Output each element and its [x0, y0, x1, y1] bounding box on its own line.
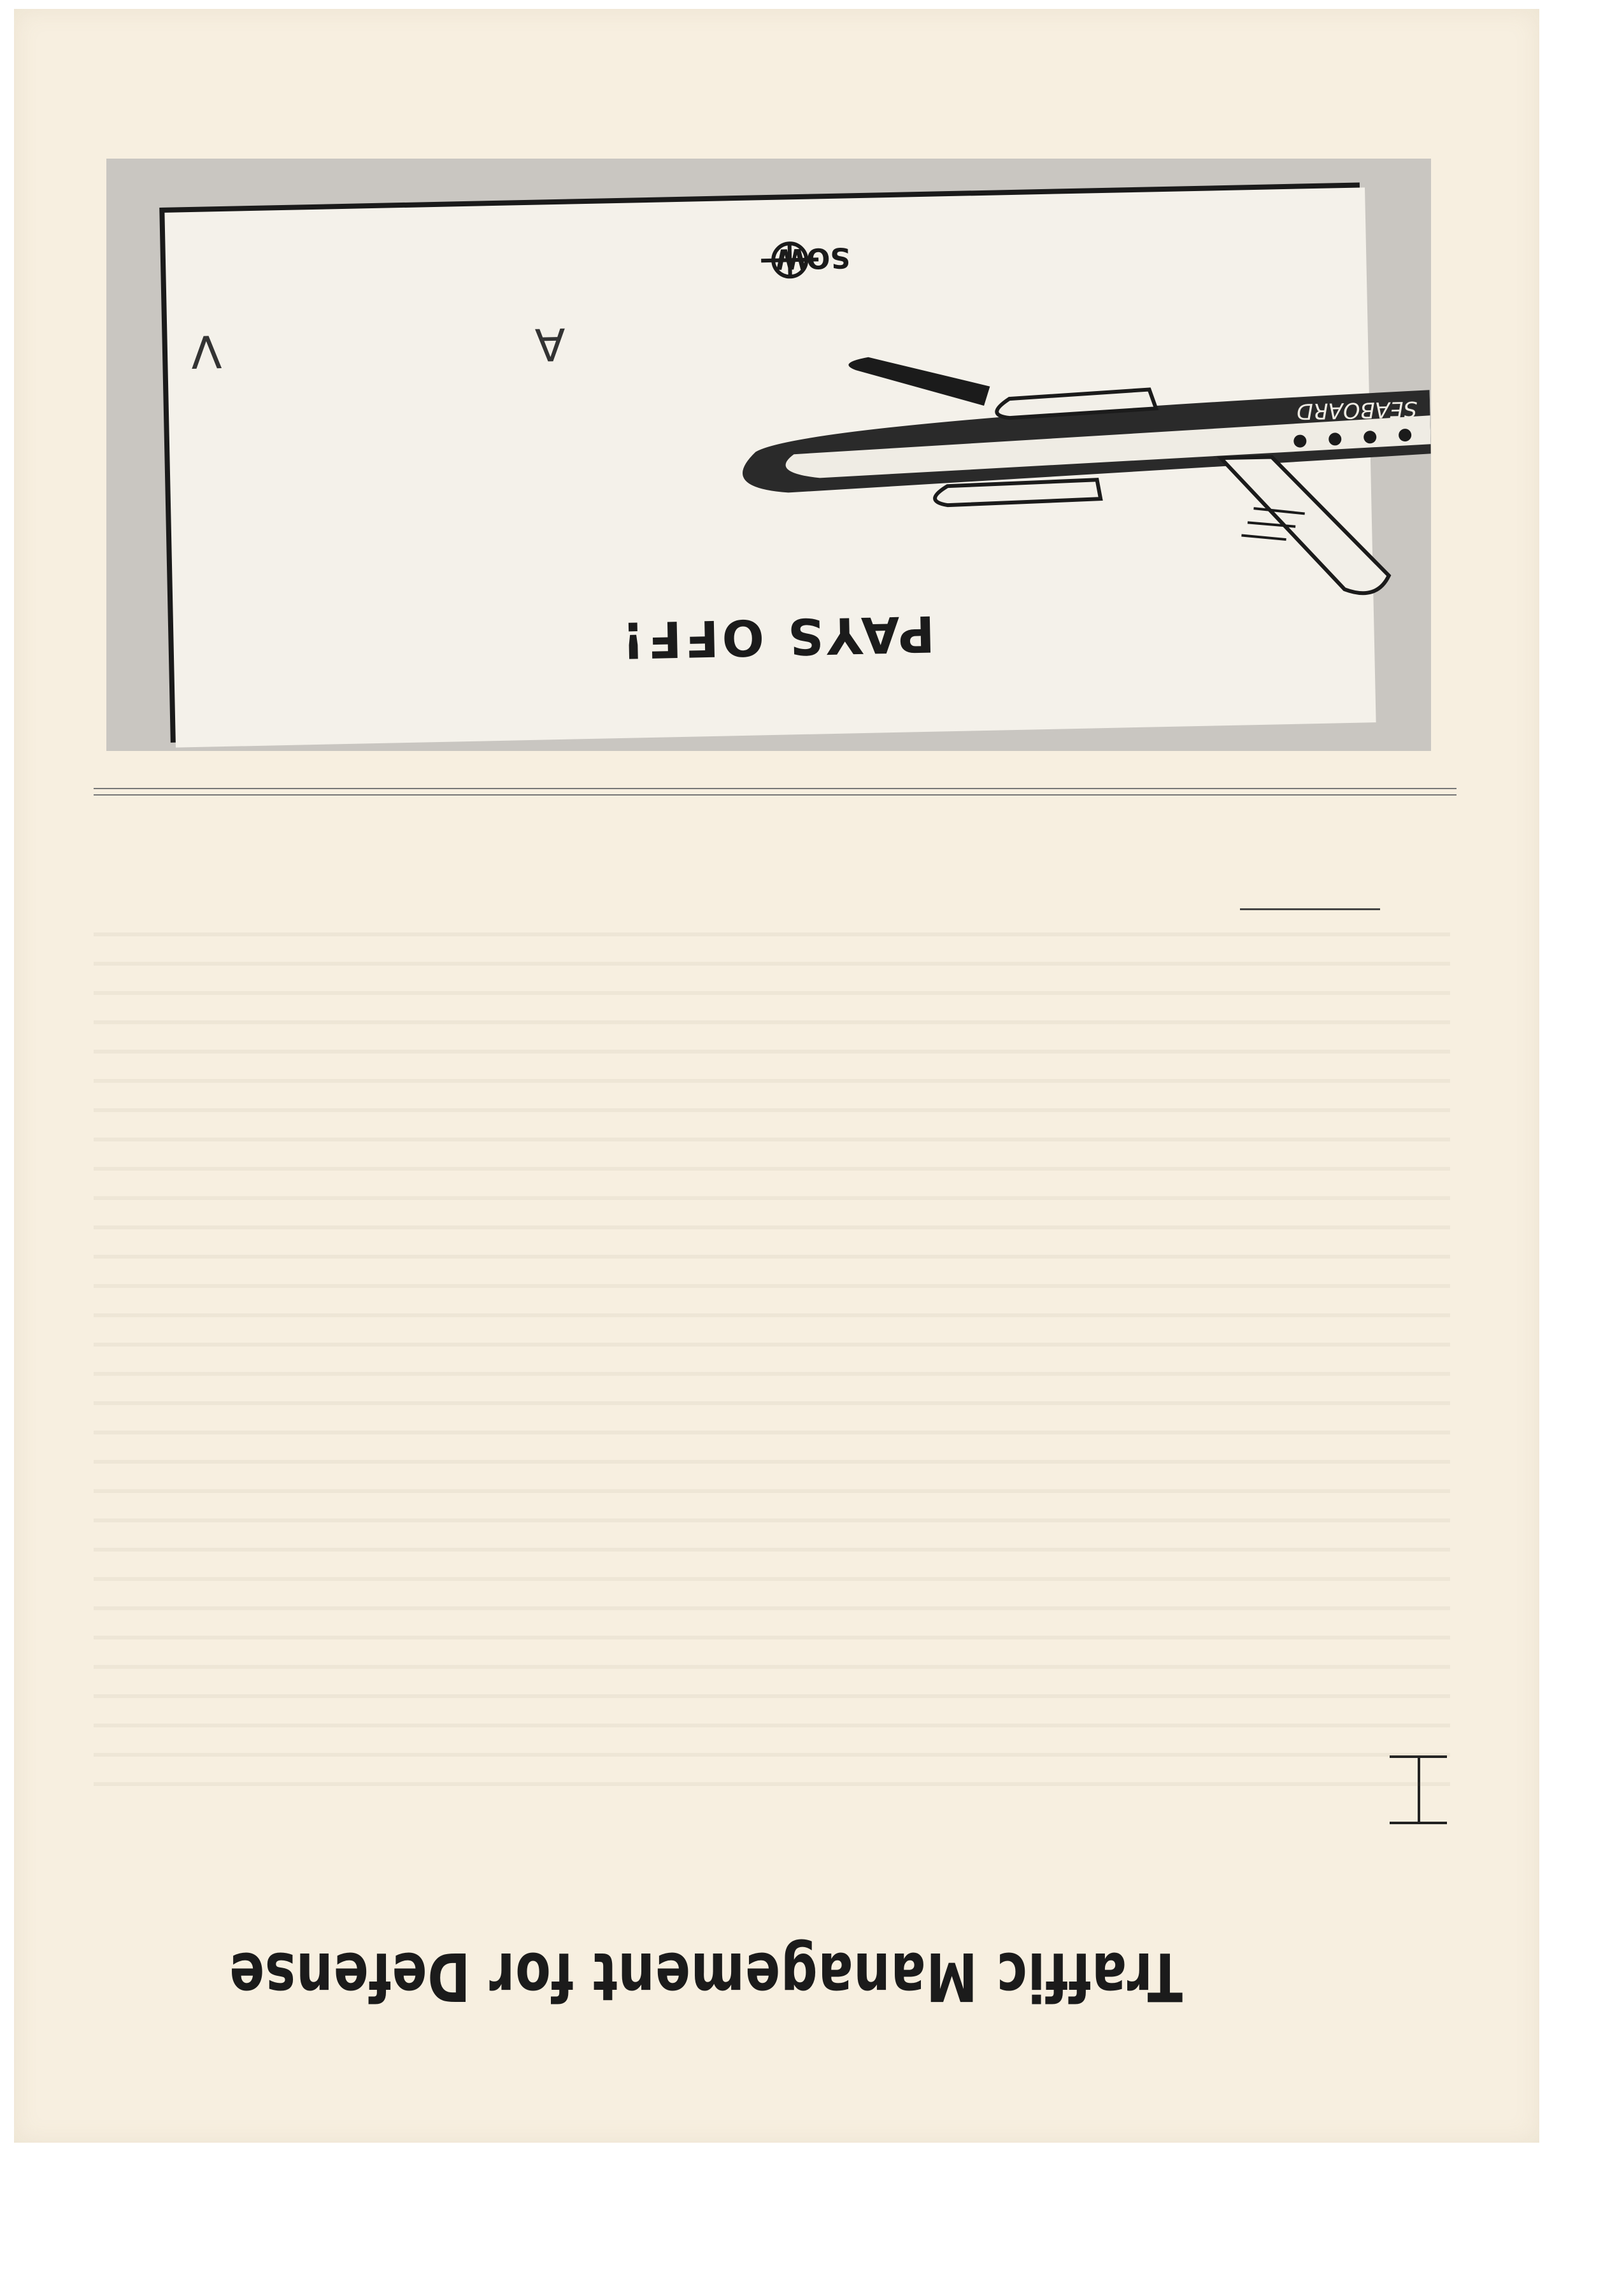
upside-down-content: [14, 9, 1539, 2143]
article-title: Traffic Management for Defense: [229, 1938, 1183, 2015]
double-rule-divider: [94, 788, 1457, 796]
short-rule: [1240, 908, 1380, 910]
advertisement: [106, 159, 1431, 751]
airline-logo-text: SOW: [774, 241, 851, 275]
ad-letter-a: A: [534, 317, 566, 371]
ad-letter-v: V: [190, 325, 222, 378]
bleed-through-text: [94, 907, 1450, 1786]
scanned-page: [14, 9, 1539, 2143]
airplane-illustration-icon: [662, 205, 1434, 616]
fuselage-label: SEABOARD: [1296, 396, 1418, 424]
ad-ticket-panel: [164, 187, 1418, 747]
ad-headline: PAYS OFF!: [618, 604, 936, 669]
